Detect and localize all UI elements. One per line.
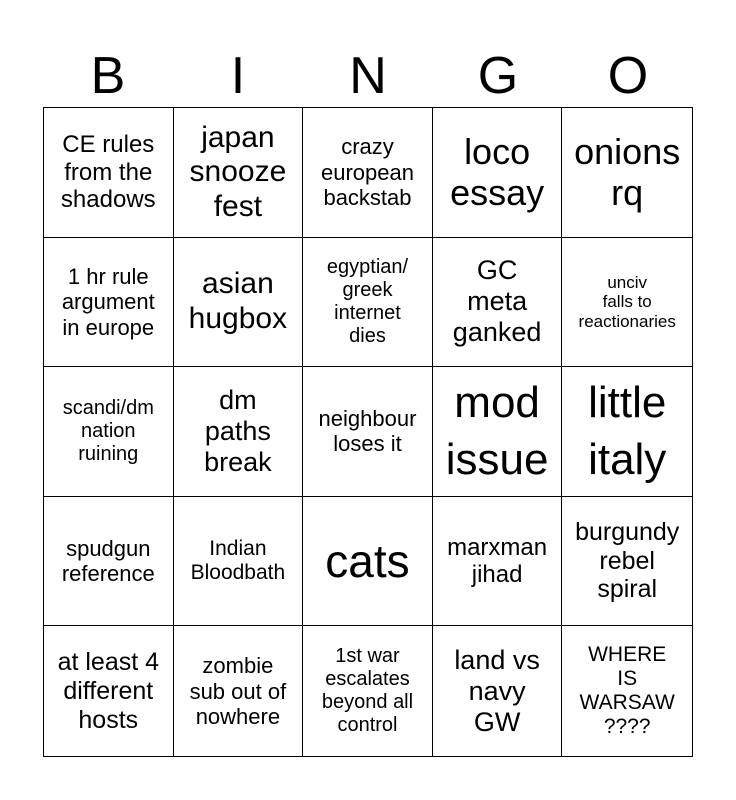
cell-text: burgundy rebel spiral [575,517,680,604]
header-letter-i: I [230,47,246,105]
bingo-cell[interactable] [562,626,692,756]
bingo-cell[interactable] [433,367,563,497]
bingo-cell[interactable] [303,108,433,238]
cell-text: neighbour loses it [318,406,417,457]
bingo-cell[interactable] [562,238,692,368]
cell-text: crazy european backstab [321,134,414,210]
cell-text: marxman jihad [447,533,548,589]
bingo-cell[interactable] [433,108,563,238]
bingo-cell[interactable] [174,238,304,368]
bingo-cell[interactable] [303,367,433,497]
bingo-cell[interactable] [174,367,304,497]
cell-text: mod issue [445,378,549,485]
cell-text: loco essay [450,130,545,214]
bingo-cell[interactable] [44,367,174,497]
bingo-cell[interactable] [44,238,174,368]
bingo-cell[interactable] [174,626,304,756]
cell-text: Indian Bloodbath [190,536,286,585]
cell-text: WHERE IS WARSAW ???? [579,642,675,739]
bingo-cell[interactable] [303,497,433,627]
cell-text: unciv falls to reactionaries [578,272,676,331]
bingo-cell[interactable] [433,626,563,756]
cell-text: scandi/dm nation ruining [62,396,154,465]
bingo-header [43,44,693,108]
cell-text: land vs navy GW [454,644,540,737]
header-letter-n: N [349,47,387,105]
header-letter-g: G [477,47,519,105]
cell-text: dm paths break [204,384,272,478]
bingo-cell[interactable] [433,238,563,368]
cell-text: cats [325,534,410,587]
cell-text: little italy [588,378,667,485]
cell-text: spudgun reference [61,535,155,587]
bingo-cell[interactable] [303,238,433,368]
cell-text: onions rq [574,130,681,214]
cell-text: 1 hr rule argument in europe [61,263,155,340]
cell-text: zombie sub out of nowhere [189,653,287,729]
bingo-board [43,107,693,757]
bingo-cell[interactable] [44,497,174,627]
bingo-cell[interactable] [433,497,563,627]
cell-text: egyptian/ greek internet dies [326,255,409,347]
bingo-cell[interactable] [44,626,174,756]
bingo-cell[interactable] [562,497,692,627]
cell-text: 1st war escalates beyond all control [321,645,414,737]
cell-text: japan snooze fest [189,120,287,223]
cell-text: at least 4 different hosts [57,648,160,734]
cell-text: asian hugbox [188,267,288,335]
bingo-cell[interactable] [44,108,174,238]
cell-text: CE rules from the shadows [60,130,156,214]
bingo-cell[interactable] [562,108,692,238]
cell-text: GC meta ganked [452,255,542,348]
header-letter-o: O [607,47,649,105]
bingo-cell[interactable] [174,497,304,627]
bingo-cell[interactable] [303,626,433,756]
header-letter-b: B [90,47,126,105]
bingo-cell[interactable] [174,108,304,238]
bingo-cell[interactable] [562,367,692,497]
